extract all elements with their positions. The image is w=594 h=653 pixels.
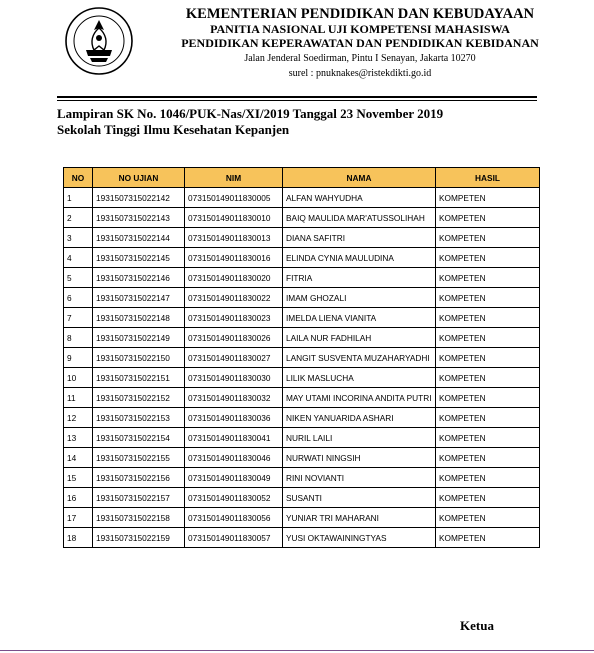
cell-no-ujian: 1931507315022154 [93, 428, 185, 448]
cell-hasil: KOMPETEN [436, 368, 540, 388]
table-row [64, 368, 540, 388]
header-rule-thick [57, 96, 537, 98]
cell-hasil: KOMPETEN [436, 208, 540, 228]
cell-nama: IMAM GHOZALI [283, 288, 436, 308]
cell-no: 14 [64, 448, 93, 468]
cell-no-ujian: 1931507315022159 [93, 528, 185, 548]
table-row [64, 508, 540, 528]
table-body [64, 188, 540, 548]
table-row [64, 448, 540, 468]
cell-nama: BAIQ MAULIDA MAR'ATUSSOLIHAH [283, 208, 436, 228]
cell-hasil: KOMPETEN [436, 188, 540, 208]
table-row [64, 248, 540, 268]
cell-no-ujian: 1931507315022151 [93, 368, 185, 388]
cell-hasil: KOMPETEN [436, 348, 540, 368]
col-header-nama: NAMA [283, 168, 436, 188]
cell-hasil: KOMPETEN [436, 288, 540, 308]
col-header-no-ujian: NO UJIAN [93, 168, 185, 188]
cell-no-ujian: 1931507315022156 [93, 468, 185, 488]
cell-nama: FITRIA [283, 268, 436, 288]
cell-no-ujian: 1931507315022158 [93, 508, 185, 528]
cell-nama: LAILA NUR FADHILAH [283, 328, 436, 348]
cell-nama: ALFAN WAHYUDHA [283, 188, 436, 208]
committee-title: PANITIA NASIONAL UJI KOMPETENSI MAHASISWA [210, 22, 510, 36]
cell-no-ujian: 1931507315022149 [93, 328, 185, 348]
cell-nim: 073150149011830057 [185, 528, 283, 548]
cell-no: 2 [64, 208, 93, 228]
header-rule-thin [57, 100, 537, 101]
cell-nama: MAY UTAMI INCORINA ANDITA PUTRI [283, 388, 436, 408]
cell-hasil: KOMPETEN [436, 388, 540, 408]
cell-nim: 073150149011830022 [185, 288, 283, 308]
attachment-info [57, 106, 443, 137]
cell-nim: 073150149011830052 [185, 488, 283, 508]
cell-nim: 073150149011830020 [185, 268, 283, 288]
cell-no: 8 [64, 328, 93, 348]
cell-no: 9 [64, 348, 93, 368]
cell-nama: YUSI OKTAWAININGTYAS [283, 528, 436, 548]
cell-nim: 073150149011830016 [185, 248, 283, 268]
cell-no-ujian: 1931507315022155 [93, 448, 185, 468]
cell-hasil: KOMPETEN [436, 408, 540, 428]
tut-wuri-handayani-logo [64, 6, 134, 76]
col-header-nim: NIM [185, 168, 283, 188]
cell-nim: 073150149011830010 [185, 208, 283, 228]
cell-hasil: KOMPETEN [436, 248, 540, 268]
cell-no-ujian: 1931507315022142 [93, 188, 185, 208]
cell-nama: NIKEN YANUARIDA ASHARI [283, 408, 436, 428]
cell-no-ujian: 1931507315022152 [93, 388, 185, 408]
cell-no: 13 [64, 428, 93, 448]
table-row [64, 288, 540, 308]
cell-nama: NURIL LAILI [283, 428, 436, 448]
cell-nim: 073150149011830026 [185, 328, 283, 348]
table-row [64, 228, 540, 248]
cell-no: 7 [64, 308, 93, 328]
cell-nama: IMELDA LIENA VIANITA [283, 308, 436, 328]
table-row [64, 208, 540, 228]
table-row [64, 308, 540, 328]
table-row [64, 328, 540, 348]
cell-no: 4 [64, 248, 93, 268]
cell-no: 11 [64, 388, 93, 408]
institution-name: Sekolah Tinggi Ilmu Kesehatan Kepanjen [57, 121, 290, 137]
signature-title: Ketua [460, 618, 494, 633]
cell-no: 3 [64, 228, 93, 248]
cell-nama: YUNIAR TRI MAHARANI [283, 508, 436, 528]
results-table [63, 167, 540, 548]
cell-nim: 073150149011830013 [185, 228, 283, 248]
table-row [64, 528, 540, 548]
cell-no: 18 [64, 528, 93, 548]
cell-hasil: KOMPETEN [436, 488, 540, 508]
cell-nim: 073150149011830030 [185, 368, 283, 388]
cell-nim: 073150149011830027 [185, 348, 283, 368]
address: Jalan Jenderal Soedirman, Pintu I Senayan, Jakarta 10270 [244, 53, 476, 64]
cell-no-ujian: 1931507315022147 [93, 288, 185, 308]
cell-nama: LILIK MASLUCHA [283, 368, 436, 388]
col-header-hasil: HASIL [436, 168, 540, 188]
cell-no: 6 [64, 288, 93, 308]
table-row [64, 428, 540, 448]
cell-no: 17 [64, 508, 93, 528]
cell-hasil: KOMPETEN [436, 468, 540, 488]
table-row [64, 488, 540, 508]
table-row [64, 188, 540, 208]
cell-nama: RINI NOVIANTI [283, 468, 436, 488]
program-title: PENDIDIKAN KEPERAWATAN DAN PENDIDIKAN KEBIDANAN [181, 36, 539, 50]
cell-nama: SUSANTI [283, 488, 436, 508]
cell-no-ujian: 1931507315022145 [93, 248, 185, 268]
cell-no: 10 [64, 368, 93, 388]
table-row [64, 388, 540, 408]
cell-no-ujian: 1931507315022148 [93, 308, 185, 328]
email: surel : pnuknakes@ristekdikti.go.id [288, 68, 432, 79]
cell-nama: DIANA SAFITRI [283, 228, 436, 248]
cell-no-ujian: 1931507315022150 [93, 348, 185, 368]
cell-nama: LANGIT SUSVENTA MUZAHARYADHI [283, 348, 436, 368]
cell-no: 5 [64, 268, 93, 288]
cell-no-ujian: 1931507315022153 [93, 408, 185, 428]
cell-no-ujian: 1931507315022143 [93, 208, 185, 228]
cell-hasil: KOMPETEN [436, 328, 540, 348]
col-header-no: NO [64, 168, 93, 188]
cell-hasil: KOMPETEN [436, 448, 540, 468]
decree-reference: Lampiran SK No. 1046/PUK-Nas/XI/2019 Tanggal 23 November 2019 [57, 106, 444, 121]
cell-no-ujian: 1931507315022157 [93, 488, 185, 508]
footer-line [0, 650, 594, 651]
cell-no: 12 [64, 408, 93, 428]
cell-nim: 073150149011830032 [185, 388, 283, 408]
cell-hasil: KOMPETEN [436, 428, 540, 448]
cell-nim: 073150149011830023 [185, 308, 283, 328]
cell-no-ujian: 1931507315022144 [93, 228, 185, 248]
cell-no-ujian: 1931507315022146 [93, 268, 185, 288]
cell-hasil: KOMPETEN [436, 508, 540, 528]
table-header-row [64, 168, 540, 188]
cell-nim: 073150149011830036 [185, 408, 283, 428]
cell-nim: 073150149011830056 [185, 508, 283, 528]
cell-nim: 073150149011830046 [185, 448, 283, 468]
cell-no: 1 [64, 188, 93, 208]
cell-hasil: KOMPETEN [436, 528, 540, 548]
cell-no: 15 [64, 468, 93, 488]
cell-no: 16 [64, 488, 93, 508]
cell-nama: NURWATI NINGSIH [283, 448, 436, 468]
table-row [64, 268, 540, 288]
table-row [64, 348, 540, 368]
table-row [64, 468, 540, 488]
ministry-title: KEMENTERIAN PENDIDIKAN DAN KEBUDAYAAN [185, 6, 535, 22]
letterhead [130, 6, 590, 80]
cell-nim: 073150149011830005 [185, 188, 283, 208]
cell-nim: 073150149011830049 [185, 468, 283, 488]
table-row [64, 408, 540, 428]
cell-hasil: KOMPETEN [436, 268, 540, 288]
cell-nama: ELINDA CYNIA MAULUDINA [283, 248, 436, 268]
cell-hasil: KOMPETEN [436, 228, 540, 248]
cell-nim: 073150149011830041 [185, 428, 283, 448]
cell-hasil: KOMPETEN [436, 308, 540, 328]
